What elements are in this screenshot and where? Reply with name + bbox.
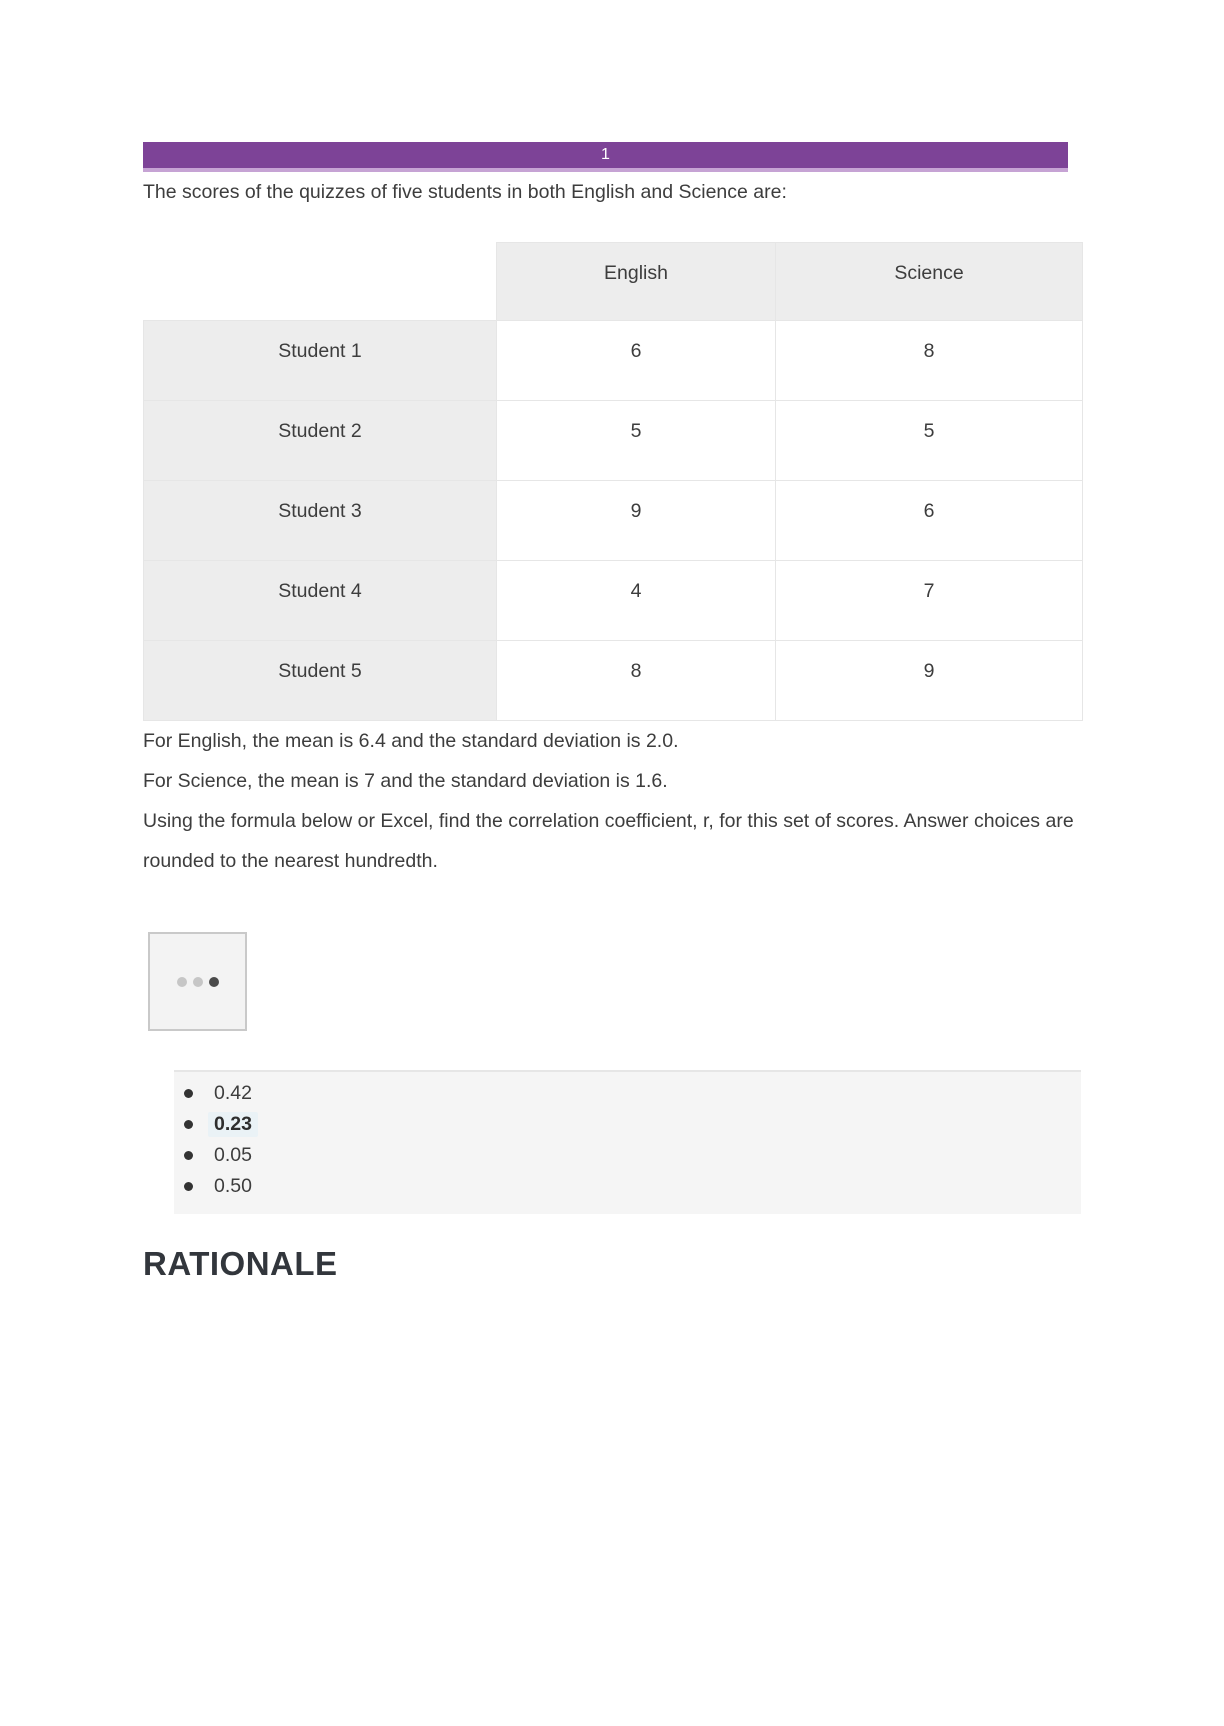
scores-table xyxy=(143,242,1083,721)
table-header-row xyxy=(144,243,1083,321)
bullet-icon xyxy=(184,1120,193,1129)
bullet-icon xyxy=(184,1089,193,1098)
loading-dots-icon xyxy=(193,977,203,987)
answer-option-label: 0.50 xyxy=(214,1175,252,1197)
row-label: Student 1 xyxy=(144,321,497,401)
row-label: Student 4 xyxy=(144,561,497,641)
loading-dots-icon xyxy=(209,977,219,987)
bullet-icon xyxy=(184,1151,193,1160)
english-score-cell: 6 xyxy=(497,321,776,401)
science-score-cell: 9 xyxy=(776,641,1083,721)
science-score-cell: 8 xyxy=(776,321,1083,401)
science-score-cell: 5 xyxy=(776,401,1083,481)
question-intro: The scores of the quizzes of five students in both English and Science are: xyxy=(143,181,787,203)
answer-option[interactable] xyxy=(184,1109,1081,1140)
answer-option[interactable] xyxy=(184,1140,1081,1171)
answer-option[interactable] xyxy=(184,1171,1081,1202)
formula-image-placeholder[interactable] xyxy=(148,932,247,1031)
table-row xyxy=(144,321,1083,401)
question-number: 1 xyxy=(601,146,610,163)
english-score-cell: 8 xyxy=(497,641,776,721)
question-number-bar xyxy=(143,142,1068,172)
row-label: Student 5 xyxy=(144,641,497,721)
rationale-heading: RATIONALE xyxy=(143,1245,338,1282)
loading-dots-icon xyxy=(177,977,187,987)
english-score-cell: 9 xyxy=(497,481,776,561)
answer-option-label: 0.42 xyxy=(214,1082,252,1104)
table-corner-cell xyxy=(144,243,497,321)
science-score-cell: 6 xyxy=(776,481,1083,561)
english-score-cell: 5 xyxy=(497,401,776,481)
answer-options-list xyxy=(184,1078,1081,1202)
question-page xyxy=(0,142,1224,1284)
english-score-cell: 4 xyxy=(497,561,776,641)
answer-option-label: 0.23 xyxy=(208,1112,258,1137)
answer-options xyxy=(174,1070,1081,1214)
table-row xyxy=(144,641,1083,721)
row-label: Student 3 xyxy=(144,481,497,561)
table-row xyxy=(144,481,1083,561)
table-row xyxy=(144,401,1083,481)
answer-option[interactable] xyxy=(184,1078,1081,1109)
english-stats-text: For English, the mean is 6.4 and the standard deviation is 2.0. xyxy=(143,730,679,752)
row-label: Student 2 xyxy=(144,401,497,481)
science-score-cell: 7 xyxy=(776,561,1083,641)
answer-option-label: 0.05 xyxy=(214,1144,252,1166)
column-header-science: Science xyxy=(776,243,1083,321)
column-header-english: English xyxy=(497,243,776,321)
instruction-text: Using the formula below or Excel, find the correlation coefficient, r, for this set of scores. Answer choices are rounded to the nearest hundredth. xyxy=(143,810,1074,872)
bullet-icon xyxy=(184,1182,193,1191)
table-row xyxy=(144,561,1083,641)
science-stats-text: For Science, the mean is 7 and the standard deviation is 1.6. xyxy=(143,770,668,792)
